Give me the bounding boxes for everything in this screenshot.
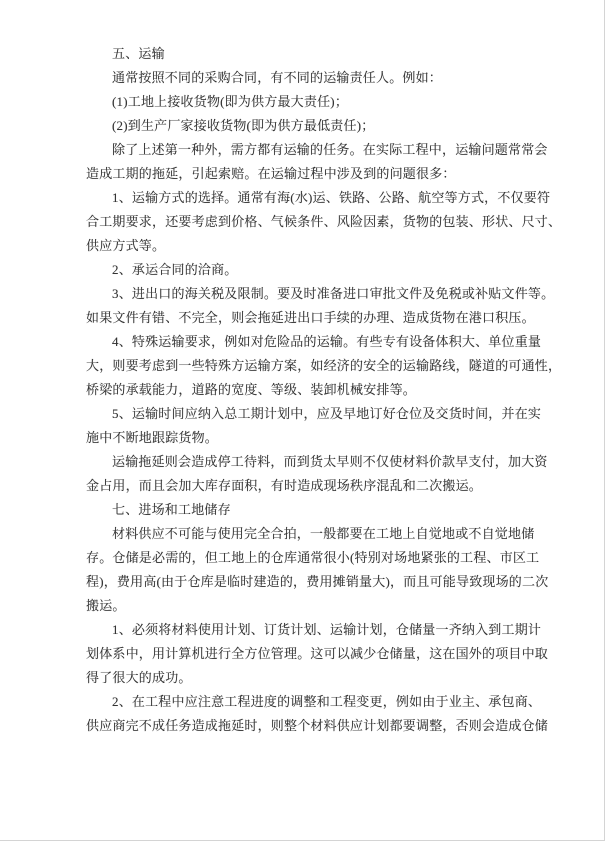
text-line: 材料供应不可能与使用完全合拍，一般都要在工地上自觉地或不自觉地储: [112, 526, 535, 541]
text-line: 4、特殊运输要求，例如对危险品的运输。有些专有设备体积大、单位重量: [112, 334, 542, 349]
text-line: 划体系中，用计算机进行全方位管理。这可以减少仓储量，这在国外的项目中取: [86, 646, 549, 661]
text-line: 除了上述第一种外，需方都有运输的任务。在实际工程中，运输问题常常会: [112, 142, 548, 157]
text-line: (2)到生产厂家接收货物(即为供方最低责任)；: [112, 118, 375, 133]
text-line: 2、承运合同的洽商。: [112, 262, 238, 277]
text-line: 施中不断地跟踪货物。: [86, 430, 219, 445]
text-line: 如果文件有错、不完全，则会拖延进出口手续的办理、造成货物在港口积压。: [86, 310, 535, 325]
text-line: 供应商完不成任务造成拖延时，则整个材料供应计划都要调整，否则会造成仓储: [86, 718, 549, 733]
text-line: (1)工地上接收货物(即为供方最大责任)；: [112, 94, 349, 109]
text-line: 程)，费用高(由于仓库是临时建造的，费用摊销量大)，而且可能导致现场的二次: [86, 574, 549, 589]
section-heading: 七、进场和工地储存: [112, 502, 231, 517]
text-line: 大，则要考虑到一些特殊方运输方案，如经济的安全的运输路线，隧道的可通性，: [86, 358, 562, 373]
text-line: 1、必须将材料使用计划、订货计划、运输计划，仓储量一齐纳入到工期计: [112, 622, 542, 637]
text-line: 搬运。: [86, 598, 126, 613]
text-line: 1、运输方式的选择。通常有海(水)运、铁路、公路、航空等方式，不仅要符: [112, 190, 551, 205]
text-line: 金占用，而且会加大库存面积，有时造成现场秩序混乱和二次搬运。: [86, 478, 483, 493]
text-line: 存。仓储是必需的，但工地上的仓库通常很小(特别对场地紧张的工程、市区工: [86, 550, 540, 565]
text-line: 通常按照不同的采购合同，有不同的运输责任人。例如：: [112, 70, 443, 85]
text-line: 3、进出口的海关税及限制。要及时准备进口审批文件及免税或补贴文件等。: [112, 286, 555, 301]
section-heading: 五、运输: [112, 46, 165, 61]
text-line: 桥梁的承载能力，道路的宽度、等级、装卸机械安排等。: [86, 382, 417, 397]
text-line: 合工期要求，还要考虑到价格、气候条件、风险因素，货物的包装、形状、尺寸、: [86, 214, 562, 229]
text-line: 造成工期的拖延，引起索赔。在运输过程中涉及到的问题很多：: [86, 166, 456, 181]
text-line: 2、在工程中应注意工程进度的调整和工程变更，例如由于业主、承包商、: [112, 694, 542, 709]
text-line: 得了很大的成功。: [86, 670, 192, 685]
document-body: [86, 42, 562, 738]
text-line: 供应方式等。: [86, 238, 166, 253]
text-line: 运输拖延则会造成停工待料，而到货太早则不仅使材料价款早支付，加大资: [112, 454, 548, 469]
text-line: 5、运输时间应纳入总工期计划中，应及早地订好仓位及交货时间，并在实: [112, 406, 542, 421]
